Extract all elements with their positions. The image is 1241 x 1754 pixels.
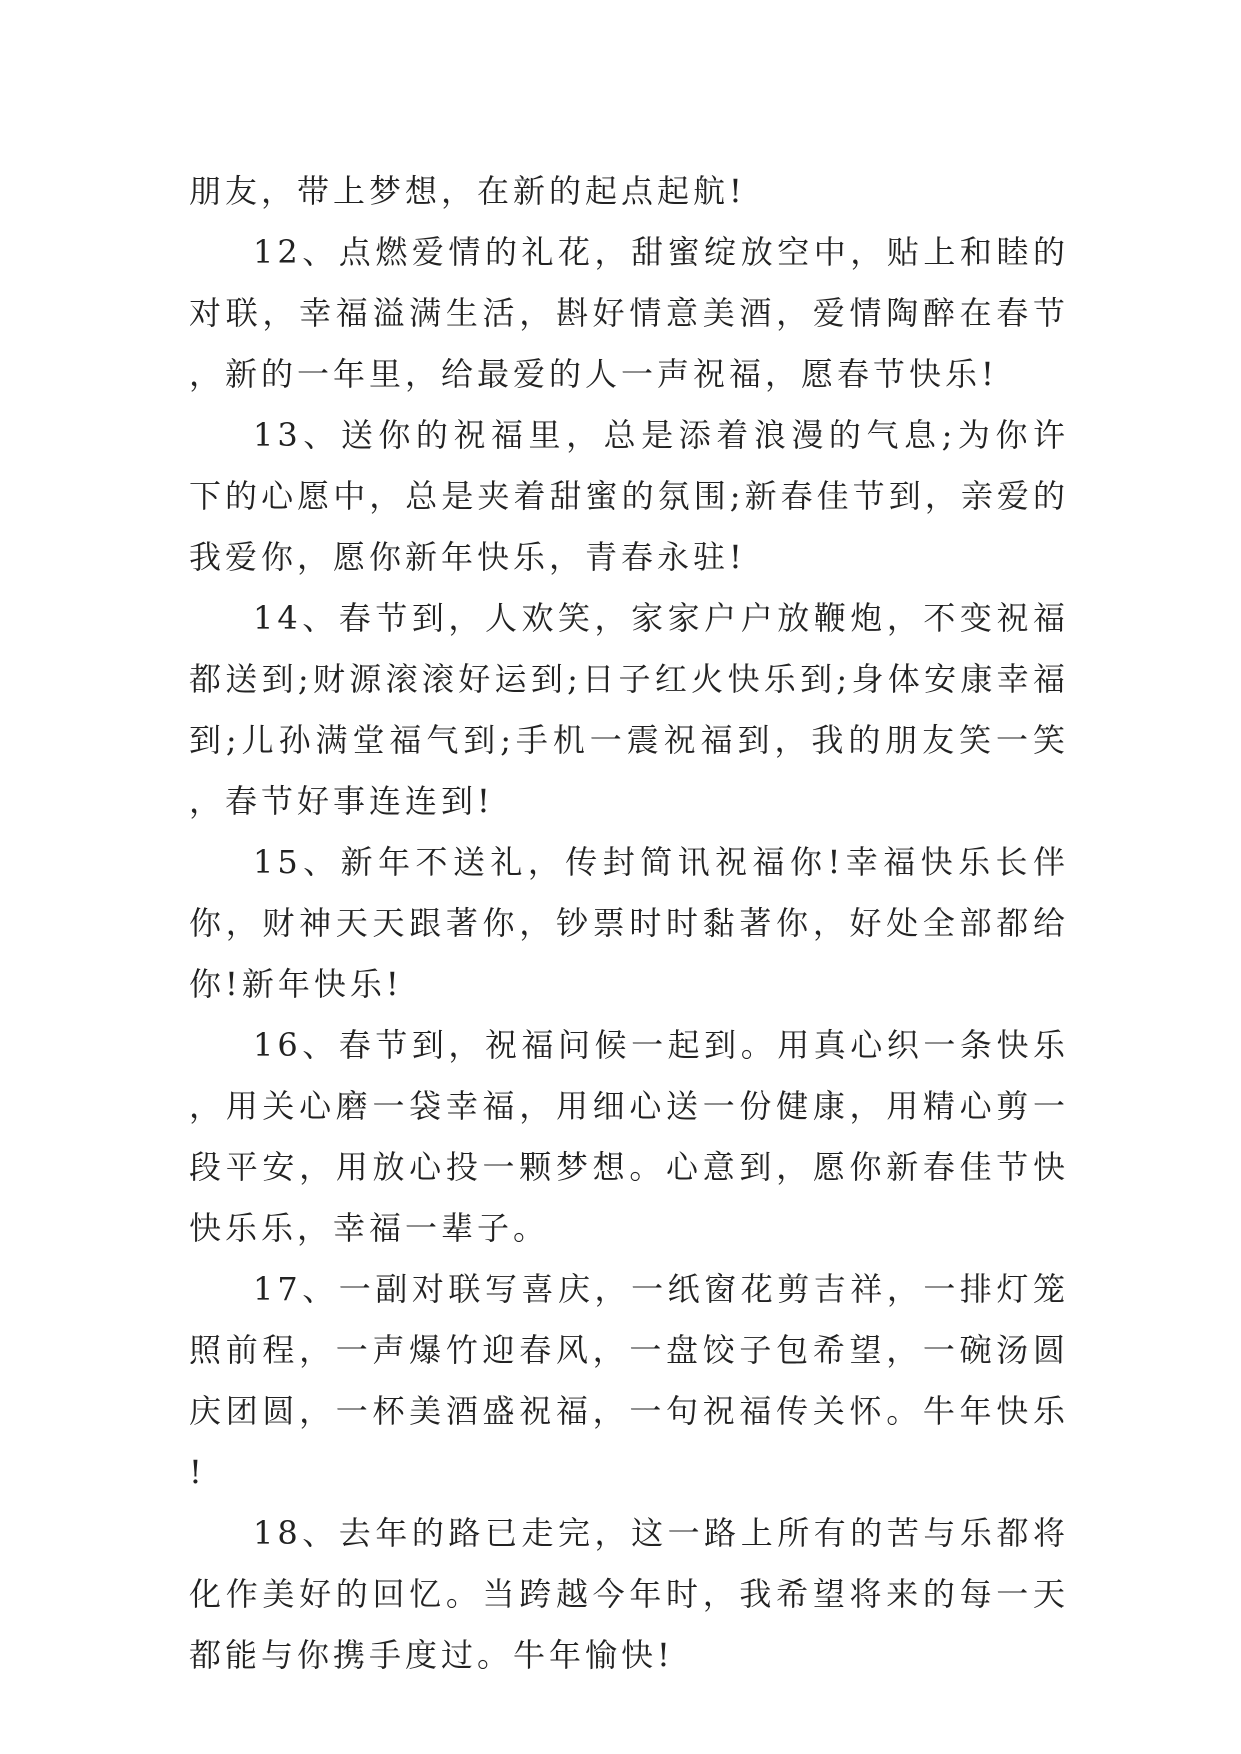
paragraph-12: 12、点燃爱情的礼花，甜蜜绽放空中，贴上和睦的对联，幸福溢满生活，斟好情意美酒，爱情陶醉在春节，新的一年里，给最爱的人一声祝福，愿春节快乐! [189, 233, 1069, 393]
paragraph-15: 15、新年不送礼，传封简讯祝福你!幸福快乐长伴你，财神天天跟著你，钞票时时黏著你，好处全部都给你!新年快乐! [189, 843, 1069, 1003]
paragraph-18: 18、去年的路已走完，这一路上所有的苦与乐都将化作美好的回忆。当跨越今年时，我希望将来的每一天都能与你携手度过。牛年愉快! [189, 1514, 1069, 1674]
paragraph-13: 13、送你的祝福里，总是添着浪漫的气息;为你许下的心愿中，总是夹着甜蜜的氛围;新春佳节到，亲爱的我爱你，愿你新年快乐，青春永驻! [189, 416, 1069, 576]
paragraph-continuation: 朋友，带上梦想，在新的起点起航! [189, 172, 746, 210]
paragraph-17: 17、一副对联写喜庆，一纸窗花剪吉祥，一排灯笼照前程，一声爆竹迎春风，一盘饺子包希望，一碗汤圆庆团圆，一杯美酒盛祝福，一句祝福传关怀。牛年快乐! [189, 1270, 1069, 1491]
paragraph-16: 16、春节到，祝福问候一起到。用真心织一条快乐，用关心磨一袋幸福，用细心送一份健康，用精心剪一段平安，用放心投一颗梦想。心意到，愿你新春佳节快快乐乐，幸福一辈子。 [189, 1026, 1069, 1247]
document-body [189, 161, 1069, 1686]
paragraph-14: 14、春节到，人欢笑，家家户户放鞭炮，不变祝福都送到;财源滚滚好运到;日子红火快乐到;身体安康幸福到;儿孙满堂福气到;手机一震祝福到，我的朋友笑一笑，春节好事连连到! [189, 599, 1069, 820]
